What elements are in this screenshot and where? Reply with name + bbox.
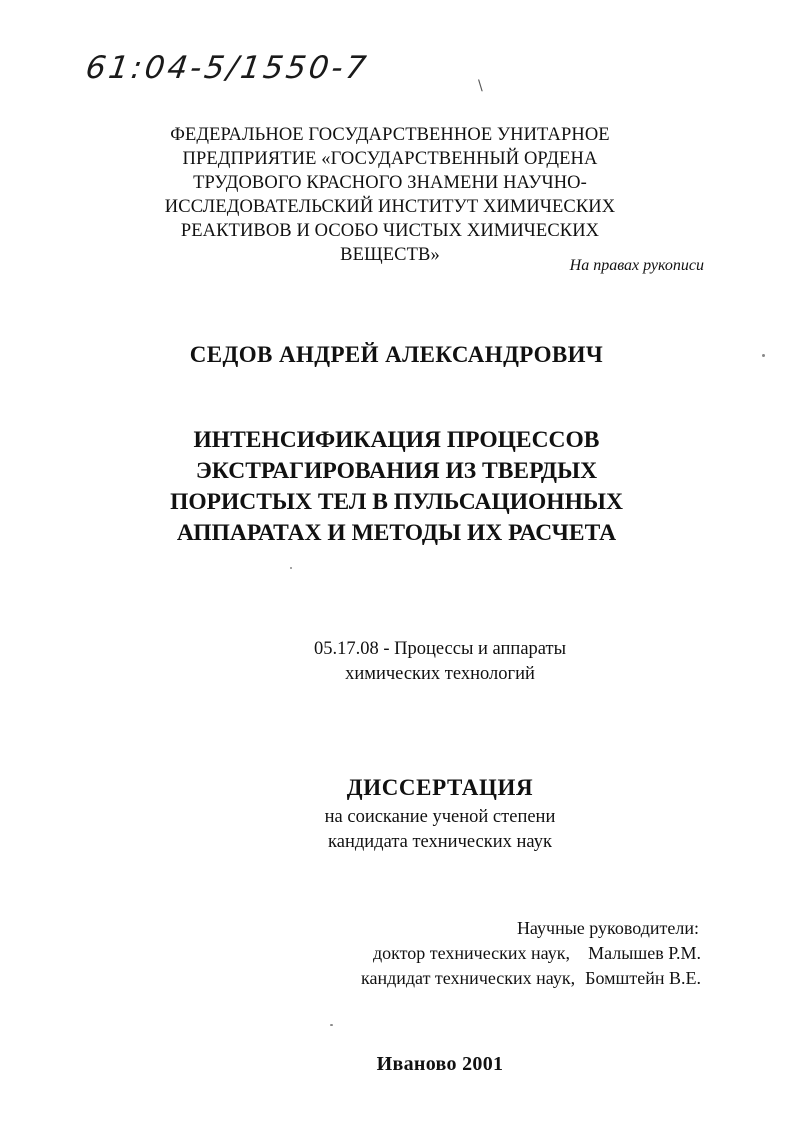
title-line: АППАРАТАХ И МЕТОДЫ ИХ РАСЧЕТА [176,520,617,546]
degree-line: кандидата технических наук [328,832,552,852]
specialty-line: химических технологий [345,664,535,684]
specialty-line: 05.17.08 - Процессы и аппараты [313,639,567,659]
supervisor-degree: доктор технических наук, [373,943,570,963]
organization-line: ФЕДЕРАЛЬНОЕ ГОСУДАРСТВЕННОЕ УНИТАРНОЕ [170,125,610,145]
supervisors-heading: Научные руководители: [516,918,699,938]
organization-line: ТРУДОВОГО КРАСНОГО ЗНАМЕНИ НАУЧНО- [193,173,587,193]
manuscript-rights-note: На правах рукописи [569,257,704,274]
supervisor-name: Бомштейн В.Е. [585,968,701,988]
scan-speck [290,567,292,569]
scan-speck [330,1024,333,1026]
specialty-code [0,637,793,687]
title-line: ПОРИСТЫХ ТЕЛ В ПУЛЬСАЦИОННЫХ [170,489,623,515]
pencil-mark: \ [478,78,483,94]
dissertation-title [120,425,673,549]
organization-line: РЕАКТИВОВ И ОСОБО ЧИСТЫХ ХИМИЧЕСКИХ ВЕЩЕСТВ» [180,221,600,265]
supervisor-row [361,966,701,991]
handwritten-archive-number: 61:04-5/1550-7 [83,50,372,86]
organization-name [130,123,650,267]
city-and-year: Иваново 2001 [376,1053,504,1075]
scan-speck [762,354,765,357]
degree-description [0,805,793,855]
supervisors-list [361,941,701,991]
title-line: ИНТЕНСИФИКАЦИЯ ПРОЦЕССОВ [193,427,600,453]
degree-line: на соискание ученой степени [324,807,556,827]
supervisor-name: Малышев Р.М. [588,943,701,963]
supervisor-row [361,941,701,966]
organization-line: ИССЛЕДОВАТЕЛЬСКИЙ ИНСТИТУТ ХИМИЧЕСКИХ [164,197,616,217]
document-type-heading: ДИССЕРТАЦИЯ [346,775,534,800]
title-line: ЭКСТРАГИРОВАНИЯ ИЗ ТВЕРДЫХ [195,458,598,484]
organization-line: ПРЕДПРИЯТИЕ «ГОСУДАРСТВЕННЫЙ ОРДЕНА [182,149,598,169]
author-name: СЕДОВ АНДРЕЙ АЛЕКСАНДРОВИЧ [189,342,604,367]
supervisor-degree: кандидат технических наук, [361,968,576,988]
